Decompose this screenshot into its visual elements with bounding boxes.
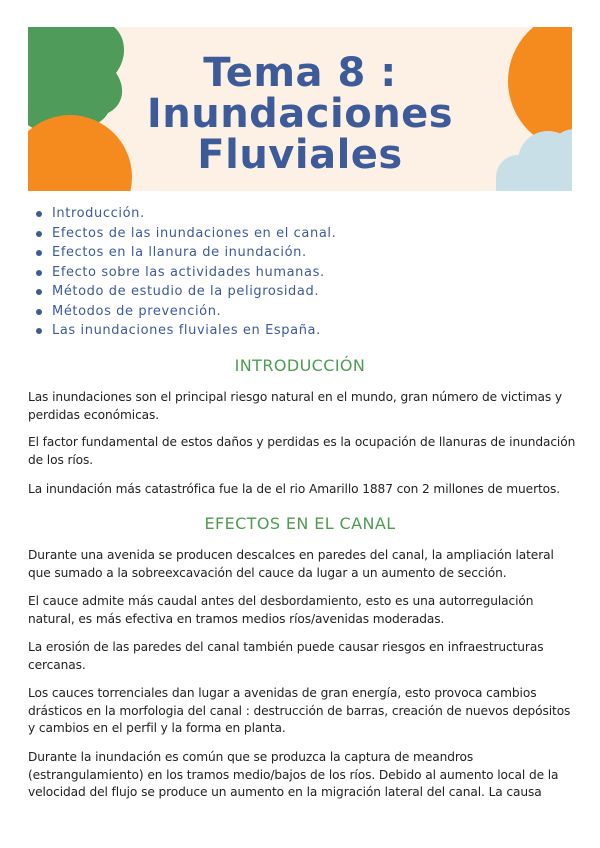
- bullet-icon: [36, 289, 42, 295]
- paragraph: El cauce admite más caudal antes del desbordamiento, esto es una autorregulación natural, es más efectiva en tramos medios ríos/avenidas moderadas.: [28, 594, 534, 626]
- paragraph: La inundación más catastrófica fue la de el rio Amarillo 1887 con 2 millones de muertos.: [28, 482, 561, 496]
- bullet-icon: [36, 231, 42, 237]
- paragraph: El factor fundamental de estos daños y perdidas es la ocupación de llanuras de inundación de los ríos.: [28, 435, 576, 467]
- toc-item: [34, 321, 336, 341]
- toc-item-label: Las inundaciones fluviales en España.: [52, 323, 321, 338]
- toc-item-label: Efecto sobre las actividades humanas.: [52, 264, 325, 280]
- toc-item: [34, 204, 336, 224]
- section-heading-efectos-canal: EFECTOS EN EL CANAL: [204, 514, 396, 533]
- bullet-icon: [36, 309, 42, 315]
- bullet-icon: [36, 250, 42, 256]
- paragraph: Durante una avenida se producen descalces en paredes del canal, la ampliación lateral que sumado a la sobreexcavación del cauce da lugar a un aumento de sección.: [28, 548, 554, 580]
- bullet-icon: [36, 328, 42, 334]
- paragraph: Durante la inundación es común que se produzca la captura de meandros (estrangulamiento) en los tramos medio/bajos de los ríos. Debido al aumento local de la velocidad del flujo se produce un aumento en la migración lateral del canal. La causa: [28, 750, 559, 799]
- title-line-3: Fluviales: [197, 132, 403, 178]
- bullet-icon: [36, 211, 42, 217]
- toc-item: [34, 224, 336, 244]
- title-line-2: Inundaciones: [146, 91, 454, 137]
- title-banner: [28, 27, 572, 191]
- toc-item: [34, 302, 336, 322]
- toc-item-label: Efectos de las inundaciones en el canal.: [52, 225, 337, 241]
- toc-item-label: Método de estudio de la peligrosidad.: [52, 284, 320, 299]
- toc-item-label: Introducción.: [52, 206, 145, 221]
- paragraph: Los cauces torrenciales dan lugar a avenidas de gran energía, esto provoca cambios drásticos en la morfologia del canal : destrucción de barras, creación de nuevos depósitos y cambios en el perfil y la forma en planta.: [28, 686, 571, 735]
- bullet-icon: [36, 270, 42, 276]
- table-of-contents: [34, 204, 336, 341]
- toc-item: [34, 282, 336, 302]
- paragraph: Las inundaciones son el principal riesgo natural en el mundo, gran número de victimas y perdidas económicas.: [28, 390, 563, 422]
- toc-item-label: Efectos en la llanura de inundación.: [52, 245, 307, 260]
- toc-item-label: Métodos de prevención.: [52, 303, 222, 319]
- paragraph: La erosión de las paredes del canal también puede causar riesgos en infraestructuras cercanas.: [28, 640, 544, 672]
- section-heading-introduccion: INTRODUCCIÓN: [234, 356, 366, 375]
- toc-item: [34, 243, 336, 263]
- title-line-1: Tema 8 :: [203, 50, 397, 96]
- page-title: [28, 50, 572, 178]
- toc-item: [34, 263, 336, 283]
